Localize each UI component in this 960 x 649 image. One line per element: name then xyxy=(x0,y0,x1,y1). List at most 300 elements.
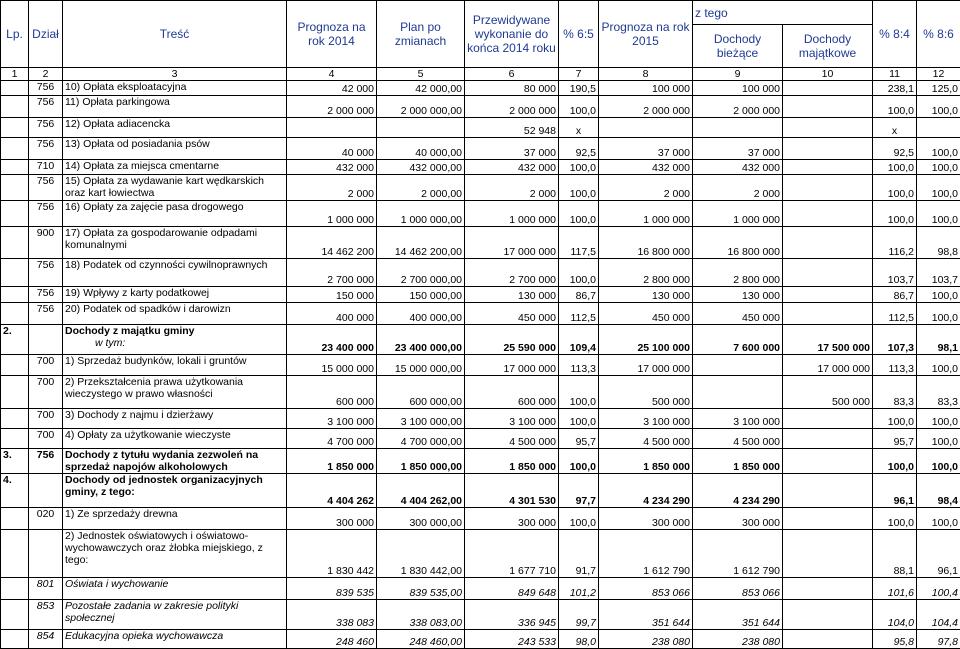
cell-c8: 3 100 000 xyxy=(599,409,693,429)
cell-tresc-text: Dochody od jednostek organizacyjnych gminy, z tego: xyxy=(65,474,284,498)
cell-c7: 91,7 xyxy=(559,530,599,578)
cell-c11: 96,1 xyxy=(873,474,917,508)
cell-c9: 300 000 xyxy=(693,508,783,530)
cell-dzial: 854 xyxy=(29,630,63,649)
cell-c5: 2 000 000,00 xyxy=(377,96,465,118)
cell-c9: 4 500 000 xyxy=(693,429,783,449)
cell-c8: 1 612 790 xyxy=(599,530,693,578)
cell-c4 xyxy=(287,118,377,138)
cell-c4: 1 830 442 xyxy=(287,530,377,578)
table-row xyxy=(1,508,960,530)
cell-c10 xyxy=(783,409,873,429)
cell-tresc xyxy=(63,508,287,530)
header-pct-8-4: % 8:4 xyxy=(873,1,917,68)
cell-tresc xyxy=(63,138,287,160)
column-number: 10 xyxy=(783,68,873,81)
cell-c12: 100,0 xyxy=(917,201,960,227)
cell-c5: 23 400 000,00 xyxy=(377,325,465,355)
cell-c4: 839 535 xyxy=(287,578,377,600)
column-number: 4 xyxy=(287,68,377,81)
cell-c8: 853 066 xyxy=(599,578,693,600)
cell-tresc-text: Pozostałe zadania w zakresie polityki społecznej xyxy=(65,600,284,624)
cell-tresc-text: 15) Opłata za wydawanie kart wędkarskich oraz kart łowiectwa xyxy=(65,175,284,199)
cell-c11: 88,1 xyxy=(873,530,917,578)
cell-lp xyxy=(1,96,29,118)
cell-c9: 100 000 xyxy=(693,81,783,96)
cell-lp xyxy=(1,508,29,530)
cell-dzial xyxy=(29,530,63,578)
cell-c10 xyxy=(783,429,873,449)
cell-c7: 100,0 xyxy=(559,175,599,201)
header-prognoza-2015: Prognoza na rok 2015 xyxy=(599,1,693,68)
cell-tresc xyxy=(63,409,287,429)
cell-tresc-text: 19) Wpływy z karty podatkowej xyxy=(65,287,284,299)
cell-c12: 100,0 xyxy=(917,287,960,303)
cell-c8: 1 000 000 xyxy=(599,201,693,227)
cell-c5: 1 000 000,00 xyxy=(377,201,465,227)
table-row xyxy=(1,138,960,160)
cell-tresc xyxy=(63,325,287,355)
cell-c11: 112,5 xyxy=(873,303,917,325)
column-number: 6 xyxy=(465,68,559,81)
cell-c12: 98,8 xyxy=(917,227,960,259)
column-number: 7 xyxy=(559,68,599,81)
table-row xyxy=(1,530,960,578)
cell-tresc-text: 2) Jednostek oświatowych i oświatowo-wychowawczych oraz żłobka miejskiego, z tego: xyxy=(65,530,284,566)
cell-c7: 100,0 xyxy=(559,96,599,118)
cell-c9: 853 066 xyxy=(693,578,783,600)
cell-dzial: 700 xyxy=(29,376,63,409)
cell-c11: 116,2 xyxy=(873,227,917,259)
table-row xyxy=(1,81,960,96)
cell-tresc xyxy=(63,81,287,96)
header-dzial: Dział xyxy=(29,1,63,68)
cell-c5: 839 535,00 xyxy=(377,578,465,600)
cell-c8: 25 100 000 xyxy=(599,325,693,355)
cell-c6: 2 000 xyxy=(465,175,559,201)
cell-c10 xyxy=(783,259,873,287)
cell-lp xyxy=(1,287,29,303)
cell-c5: 2 700 000,00 xyxy=(377,259,465,287)
cell-c6: 1 677 710 xyxy=(465,530,559,578)
cell-c8: 16 800 000 xyxy=(599,227,693,259)
cell-c11: 100,0 xyxy=(873,508,917,530)
cell-c12: 100,0 xyxy=(917,160,960,175)
table-row xyxy=(1,259,960,287)
cell-c6: 600 000 xyxy=(465,376,559,409)
table-row xyxy=(1,600,960,630)
cell-tresc-text: Dochody z tytułu wydania zezwoleń na sprzedaż napojów alkoholowych xyxy=(65,449,284,473)
cell-c6: 336 945 xyxy=(465,600,559,630)
cell-c7: 112,5 xyxy=(559,303,599,325)
cell-c6: 1 850 000 xyxy=(465,449,559,474)
header-tresc: Treść xyxy=(63,1,287,68)
cell-c9: 16 800 000 xyxy=(693,227,783,259)
cell-tresc xyxy=(63,227,287,259)
cell-c8: 37 000 xyxy=(599,138,693,160)
cell-c5: 432 000,00 xyxy=(377,160,465,175)
cell-tresc-text: 10) Opłata eksploatacyjna xyxy=(65,81,284,93)
cell-dzial: 853 xyxy=(29,600,63,630)
cell-c5: 400 000,00 xyxy=(377,303,465,325)
cell-dzial xyxy=(29,325,63,355)
cell-c5: 4 700 000,00 xyxy=(377,429,465,449)
cell-c5: 2 000,00 xyxy=(377,175,465,201)
cell-c9: 1 612 790 xyxy=(693,530,783,578)
cell-c4: 1 000 000 xyxy=(287,201,377,227)
cell-c5: 248 460,00 xyxy=(377,630,465,649)
cell-c5: 40 000,00 xyxy=(377,138,465,160)
cell-tresc-subtext: w tym: xyxy=(65,337,284,349)
table-row xyxy=(1,303,960,325)
cell-tresc-text: 14) Opłata za miejsca cmentarne xyxy=(65,160,284,172)
cell-lp xyxy=(1,138,29,160)
table-row xyxy=(1,227,960,259)
cell-c7: 100,0 xyxy=(559,449,599,474)
column-number: 12 xyxy=(917,68,960,81)
cell-c10 xyxy=(783,449,873,474)
cell-c11: 238,1 xyxy=(873,81,917,96)
cell-c12: 83,3 xyxy=(917,376,960,409)
cell-lp xyxy=(1,630,29,649)
cell-c5: 150 000,00 xyxy=(377,287,465,303)
cell-c4: 3 100 000 xyxy=(287,409,377,429)
table-row xyxy=(1,474,960,508)
table-row xyxy=(1,630,960,649)
cell-c12: 100,0 xyxy=(917,175,960,201)
cell-c9 xyxy=(693,376,783,409)
cell-c10 xyxy=(783,578,873,600)
cell-lp xyxy=(1,227,29,259)
cell-c10 xyxy=(783,160,873,175)
cell-c7: 98,0 xyxy=(559,630,599,649)
cell-lp: 2. xyxy=(1,325,29,355)
table-row xyxy=(1,409,960,429)
header-plan: Plan po zmianach xyxy=(377,1,465,68)
cell-c6: 2 700 000 xyxy=(465,259,559,287)
cell-c9 xyxy=(693,355,783,376)
cell-lp xyxy=(1,409,29,429)
cell-c4: 338 083 xyxy=(287,600,377,630)
cell-c9: 450 000 xyxy=(693,303,783,325)
cell-dzial: 700 xyxy=(29,429,63,449)
cell-lp xyxy=(1,175,29,201)
cell-tresc-text: 12) Opłata adiacencka xyxy=(65,118,284,130)
cell-c4: 248 460 xyxy=(287,630,377,649)
cell-tresc xyxy=(63,175,287,201)
cell-lp xyxy=(1,530,29,578)
cell-tresc-text: 1) Sprzedaż budynków, lokali i gruntów xyxy=(65,355,284,367)
cell-c5: 14 462 200,00 xyxy=(377,227,465,259)
cell-tresc-text: Oświata i wychowanie xyxy=(65,578,284,590)
cell-tresc xyxy=(63,160,287,175)
cell-c12: 96,1 xyxy=(917,530,960,578)
cell-tresc-text: 18) Podatek od czynności cywilnoprawnych xyxy=(65,259,284,271)
header-z-tego: z tego xyxy=(693,1,873,25)
cell-tresc-text: 11) Opłata parkingowa xyxy=(65,96,284,108)
cell-c6: 2 000 000 xyxy=(465,96,559,118)
cell-c5: 1 850 000,00 xyxy=(377,449,465,474)
cell-c12: 100,4 xyxy=(917,578,960,600)
column-number-row xyxy=(1,68,960,81)
cell-c12: 104,4 xyxy=(917,600,960,630)
column-number: 3 xyxy=(63,68,287,81)
cell-c10 xyxy=(783,630,873,649)
cell-c9: 2 000 000 xyxy=(693,96,783,118)
table-row xyxy=(1,355,960,376)
cell-tresc-text: 16) Opłaty za zajęcie pasa drogowego xyxy=(65,201,284,213)
cell-c6: 80 000 xyxy=(465,81,559,96)
cell-dzial: 900 xyxy=(29,227,63,259)
cell-c4: 600 000 xyxy=(287,376,377,409)
cell-c9: 2 000 xyxy=(693,175,783,201)
header-przewidywane: Przewidywane wykonanie do końca 2014 roku xyxy=(465,1,559,68)
cell-c8: 4 234 290 xyxy=(599,474,693,508)
cell-c6: 37 000 xyxy=(465,138,559,160)
cell-c6: 25 590 000 xyxy=(465,325,559,355)
cell-c11: 107,3 xyxy=(873,325,917,355)
cell-c7: 101,2 xyxy=(559,578,599,600)
column-number: 8 xyxy=(599,68,693,81)
cell-c8: 500 000 xyxy=(599,376,693,409)
cell-c9: 7 600 000 xyxy=(693,325,783,355)
cell-lp xyxy=(1,429,29,449)
cell-c10: 500 000 xyxy=(783,376,873,409)
cell-c8: 4 500 000 xyxy=(599,429,693,449)
table-row xyxy=(1,118,960,138)
table-row xyxy=(1,578,960,600)
cell-c12: 100,0 xyxy=(917,355,960,376)
cell-c11: 100,0 xyxy=(873,175,917,201)
cell-c12: 125,0 xyxy=(917,81,960,96)
cell-lp xyxy=(1,303,29,325)
cell-c10 xyxy=(783,287,873,303)
cell-c6: 432 000 xyxy=(465,160,559,175)
cell-dzial: 756 xyxy=(29,201,63,227)
cell-tresc-text: 2) Przekształcenia prawa użytkowania wieczystego w prawo własności xyxy=(65,376,284,400)
cell-lp xyxy=(1,160,29,175)
cell-dzial: 756 xyxy=(29,118,63,138)
cell-c10 xyxy=(783,175,873,201)
cell-c10: 17 000 000 xyxy=(783,355,873,376)
cell-c10 xyxy=(783,138,873,160)
table-row xyxy=(1,325,960,355)
cell-tresc xyxy=(63,530,287,578)
cell-dzial xyxy=(29,474,63,508)
cell-c11: 100,0 xyxy=(873,449,917,474)
cell-c7: 190,5 xyxy=(559,81,599,96)
cell-c4: 15 000 000 xyxy=(287,355,377,376)
cell-c8: 300 000 xyxy=(599,508,693,530)
table-row xyxy=(1,160,960,175)
table-row xyxy=(1,175,960,201)
cell-c7: x xyxy=(559,118,599,138)
cell-tresc xyxy=(63,630,287,649)
header-prognoza-2014: Prognoza na rok 2014 xyxy=(287,1,377,68)
cell-c12: 100,0 xyxy=(917,96,960,118)
cell-c7: 86,7 xyxy=(559,287,599,303)
cell-c6: 3 100 000 xyxy=(465,409,559,429)
table-row xyxy=(1,449,960,474)
cell-c9: 4 234 290 xyxy=(693,474,783,508)
cell-c11: x xyxy=(873,118,917,138)
cell-c10: 17 500 000 xyxy=(783,325,873,355)
cell-c12: 100,0 xyxy=(917,409,960,429)
cell-c10 xyxy=(783,508,873,530)
cell-tresc-text: Dochody z majątku gminy xyxy=(65,325,284,337)
header-pct-8-6: % 8:6 xyxy=(917,1,960,68)
cell-c6: 17 000 000 xyxy=(465,227,559,259)
cell-c10 xyxy=(783,303,873,325)
cell-c7: 95,7 xyxy=(559,429,599,449)
cell-c10 xyxy=(783,118,873,138)
cell-tresc xyxy=(63,259,287,287)
cell-c4: 300 000 xyxy=(287,508,377,530)
cell-tresc xyxy=(63,118,287,138)
cell-c12: 98,1 xyxy=(917,325,960,355)
cell-c5: 42 000,00 xyxy=(377,81,465,96)
cell-c7: 100,0 xyxy=(559,508,599,530)
cell-c8: 1 850 000 xyxy=(599,449,693,474)
cell-lp: 4. xyxy=(1,474,29,508)
cell-c11: 104,0 xyxy=(873,600,917,630)
cell-lp xyxy=(1,376,29,409)
cell-c6: 849 648 xyxy=(465,578,559,600)
column-number: 9 xyxy=(693,68,783,81)
cell-c7: 100,0 xyxy=(559,409,599,429)
cell-tresc-text: Edukacyjna opieka wychowawcza xyxy=(65,630,284,642)
cell-tresc-text: 1) Ze sprzedaży drewna xyxy=(65,508,284,520)
cell-dzial: 756 xyxy=(29,449,63,474)
cell-tresc xyxy=(63,376,287,409)
cell-dzial: 756 xyxy=(29,303,63,325)
cell-c9: 432 000 xyxy=(693,160,783,175)
cell-tresc xyxy=(63,287,287,303)
cell-tresc-text: 4) Opłaty za użytkowanie wieczyste xyxy=(65,429,284,441)
cell-dzial: 756 xyxy=(29,81,63,96)
cell-c11: 95,8 xyxy=(873,630,917,649)
cell-c7: 100,0 xyxy=(559,376,599,409)
cell-c5: 300 000,00 xyxy=(377,508,465,530)
cell-c7: 92,5 xyxy=(559,138,599,160)
cell-c12: 100,0 xyxy=(917,449,960,474)
table-row xyxy=(1,429,960,449)
cell-c11: 86,7 xyxy=(873,287,917,303)
cell-c9: 3 100 000 xyxy=(693,409,783,429)
cell-lp: 3. xyxy=(1,449,29,474)
cell-c9: 238 080 xyxy=(693,630,783,649)
column-number: 11 xyxy=(873,68,917,81)
cell-dzial: 756 xyxy=(29,96,63,118)
cell-tresc xyxy=(63,578,287,600)
cell-c4: 1 850 000 xyxy=(287,449,377,474)
cell-c7: 100,0 xyxy=(559,160,599,175)
cell-c7: 100,0 xyxy=(559,259,599,287)
cell-c6: 17 000 000 xyxy=(465,355,559,376)
cell-tresc xyxy=(63,429,287,449)
cell-dzial: 756 xyxy=(29,287,63,303)
cell-c8: 2 800 000 xyxy=(599,259,693,287)
cell-c6: 130 000 xyxy=(465,287,559,303)
cell-c8: 100 000 xyxy=(599,81,693,96)
column-number: 1 xyxy=(1,68,29,81)
cell-lp xyxy=(1,118,29,138)
cell-c10 xyxy=(783,600,873,630)
cell-c12: 100,0 xyxy=(917,138,960,160)
cell-c8: 17 000 000 xyxy=(599,355,693,376)
cell-c11: 113,3 xyxy=(873,355,917,376)
cell-dzial: 756 xyxy=(29,259,63,287)
cell-tresc xyxy=(63,96,287,118)
cell-c10 xyxy=(783,201,873,227)
cell-dzial: 801 xyxy=(29,578,63,600)
cell-c11: 95,7 xyxy=(873,429,917,449)
cell-c7: 100,0 xyxy=(559,201,599,227)
cell-tresc xyxy=(63,474,287,508)
cell-c7: 97,7 xyxy=(559,474,599,508)
table-row xyxy=(1,287,960,303)
cell-tresc xyxy=(63,201,287,227)
cell-c4: 150 000 xyxy=(287,287,377,303)
table-row xyxy=(1,376,960,409)
cell-c11: 83,3 xyxy=(873,376,917,409)
cell-tresc-text: 17) Opłata za gospodarowanie odpadami komunalnymi xyxy=(65,227,284,251)
cell-dzial: 710 xyxy=(29,160,63,175)
cell-lp xyxy=(1,355,29,376)
cell-c8: 2 000 xyxy=(599,175,693,201)
table-row xyxy=(1,201,960,227)
cell-tresc xyxy=(63,355,287,376)
cell-lp xyxy=(1,259,29,287)
cell-c7: 117,5 xyxy=(559,227,599,259)
cell-c5: 3 100 000,00 xyxy=(377,409,465,429)
cell-lp xyxy=(1,600,29,630)
cell-c4: 4 404 262 xyxy=(287,474,377,508)
cell-c6: 300 000 xyxy=(465,508,559,530)
cell-c4: 2 000 000 xyxy=(287,96,377,118)
cell-c12 xyxy=(917,118,960,138)
cell-c6: 450 000 xyxy=(465,303,559,325)
cell-c8: 2 000 000 xyxy=(599,96,693,118)
cell-tresc-text: 3) Dochody z najmu i dzierżawy xyxy=(65,409,284,421)
cell-c11: 100,0 xyxy=(873,201,917,227)
table-row xyxy=(1,96,960,118)
cell-c9: 1 000 000 xyxy=(693,201,783,227)
cell-c9: 37 000 xyxy=(693,138,783,160)
cell-c5: 600 000,00 xyxy=(377,376,465,409)
cell-c8: 238 080 xyxy=(599,630,693,649)
column-number: 2 xyxy=(29,68,63,81)
cell-c5 xyxy=(377,118,465,138)
cell-c12: 98,4 xyxy=(917,474,960,508)
cell-lp xyxy=(1,201,29,227)
cell-c4: 2 000 xyxy=(287,175,377,201)
cell-tresc xyxy=(63,449,287,474)
cell-c12: 100,0 xyxy=(917,303,960,325)
cell-c10 xyxy=(783,530,873,578)
cell-c8: 450 000 xyxy=(599,303,693,325)
cell-c9: 1 850 000 xyxy=(693,449,783,474)
cell-dzial: 756 xyxy=(29,175,63,201)
header-dochody-biezace: Dochody bieżące xyxy=(693,25,783,68)
cell-c11: 100,0 xyxy=(873,409,917,429)
cell-c12: 103,7 xyxy=(917,259,960,287)
cell-c4: 14 462 200 xyxy=(287,227,377,259)
cell-lp xyxy=(1,81,29,96)
cell-c6: 4 301 530 xyxy=(465,474,559,508)
cell-tresc xyxy=(63,303,287,325)
cell-c10 xyxy=(783,474,873,508)
